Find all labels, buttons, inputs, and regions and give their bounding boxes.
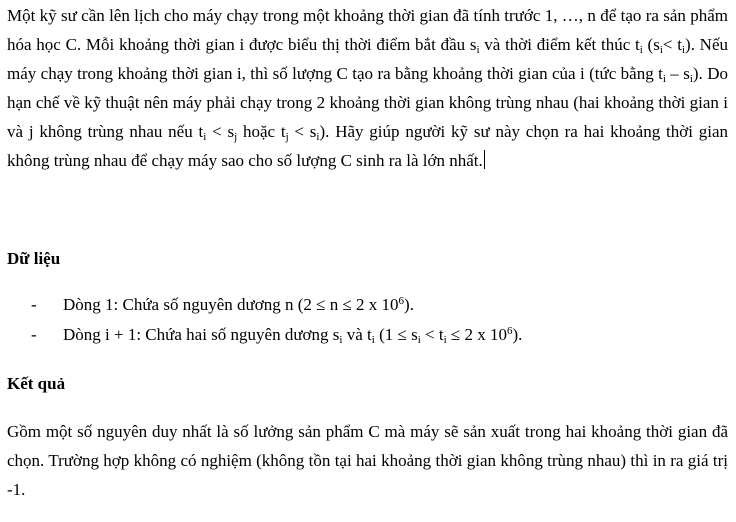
data-list [0,290,728,350]
result-heading: Kết quả [7,374,66,393]
list-item-text [63,320,522,350]
subscript: i [476,44,480,56]
text-run: Dòng 1: Chứa số nguyên dương n (2 ≤ n ≤ 2 x 10 [63,295,399,314]
text-run: < s [288,122,317,141]
data-heading: Dữ liệu [7,249,61,268]
subscript: j [234,131,238,143]
result-description: Gồm một số nguyên duy nhất là số lưởng sản phẩm C mà máy sẽ sản xuất trong hai khoảng thời gian đã chọn. Trường hợp không có nghiệm (không tồn tại hai khoảng thời gian không trùng nhau) thì in ra giá trị -1. [7,422,728,499]
text-run: và thời điểm kết thúc t [479,35,640,54]
text-run: hoặc t [237,122,286,141]
list-bullet: - [31,325,37,344]
text-run: ≤ 2 x 10 [446,325,507,344]
text-cursor[interactable] [484,150,485,169]
list-bullet: - [31,295,37,314]
text-run: – s [665,64,690,83]
subscript: i [443,334,447,346]
superscript: 6 [506,325,513,337]
superscript: 6 [398,295,405,307]
text-run: ). [404,295,414,314]
text-run: (s [642,35,660,54]
text-run: Dòng i + 1: Chứa hai số nguyên dương s [63,325,340,344]
subscript: i [689,73,693,85]
text-run: ). Nếu máy chạy trong khoảng thời gian i, thì số lượng C tạo ra bằng khoảng thời gian của i (tức bằng t [7,35,729,83]
text-run: ). Hãy giúp người kỹ sư này chọn ra hai khoảng thời gian không trùng nhau để chạy máy sao cho số lượng C sinh ra là lớn nhất. [7,122,729,170]
text-run: ). Do hạn chế về kỹ thuật nên máy phải chạy trong 2 khoảng thời gian không trùng nhau (hai khoảng thời gian i và j không trùng nhau nếu t [7,64,728,141]
subscript: i [203,131,207,143]
list-item [0,290,728,320]
subscript: i [639,44,643,56]
text-run: ). [512,325,523,344]
text-run: < t [662,35,682,54]
subscript: i [316,131,320,143]
text-run: Một kỹ sư cần lên lịch cho máy chạy trong một khoảng thời gian đã tính trước 1, …, n để tạo ra sản phẩm hóa học C. Mỗi khoảng thời gian i được biểu thị thời điểm bắt đầu s [7,6,728,54]
text-run: < t [420,325,444,344]
list-item-text [63,290,414,320]
problem-statement [7,1,728,175]
subscript: i [339,334,343,346]
subscript: i [371,334,375,346]
subscript: i [681,44,686,56]
subscript: i [662,73,666,85]
subscript: i [417,334,421,346]
subscript: j [285,131,289,143]
text-run: < s [206,122,235,141]
text-run: và t [342,325,372,344]
list-item [0,320,728,350]
subscript: i [659,44,663,56]
text-run: (1 ≤ s [374,325,418,344]
